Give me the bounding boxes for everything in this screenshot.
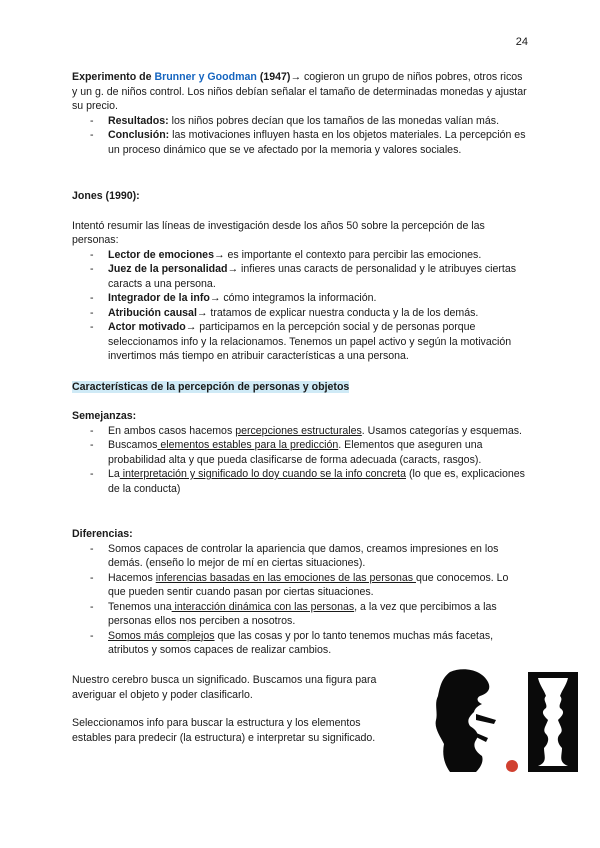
experiment-intro <box>72 70 527 114</box>
list-item <box>72 291 527 306</box>
item-text: (lo que es, explicaciones de la conducta) <box>108 468 525 495</box>
figure-hand <box>474 732 488 742</box>
bullet-text: → participamos en la percepción social y de personas porque seleccionamos info y la relacionamos. Tenemos un papel activo y según la motivación invertimos más tiempo en atribuir características a una persona. <box>108 321 512 362</box>
item-text: La <box>108 468 120 480</box>
item-underlined: interacción dinámica con las personas <box>171 600 355 613</box>
bullet-label: Atribución causal <box>108 306 197 319</box>
semejanzas-list <box>72 424 527 497</box>
diferencias-heading: Diferencias: <box>72 528 133 540</box>
page-number: 24 <box>515 36 528 48</box>
bullet-label: Juez de la personalidad <box>108 263 228 275</box>
bullet-text: → cómo integramos la información. <box>209 292 377 304</box>
list-item <box>72 306 527 321</box>
jones-list <box>72 248 527 364</box>
item-text: Tenemos una <box>108 600 172 613</box>
item-text: En ambos casos hacemos <box>108 424 236 437</box>
list-item <box>72 542 527 571</box>
experiment-year: (1947) <box>259 71 291 83</box>
experiment-title-prefix: Experimento de <box>72 71 152 83</box>
bullet-label: Resultados: <box>108 114 169 127</box>
item-underlined: inferencias basadas en las emociones de las personas <box>155 571 416 584</box>
bullet-text: → tratamos de explicar nuestra conducta y la de los demás. <box>196 306 479 319</box>
figure-saxophone <box>476 714 496 724</box>
experiment-intro-text: → cogieron un grupo de niños pobres, otros ricos y un g. de niños control. Los niños debían señalar el tamaño de determinadas monedas y ajustar su precio. <box>72 71 527 112</box>
bullet-label: Lector de emociones <box>108 248 214 261</box>
experiment-section <box>72 70 527 157</box>
figure-badge <box>506 760 518 772</box>
bullet-text: → infieres unas caracts de personalidad y le atribuyes ciertas caracts a una persona. <box>108 263 517 290</box>
item-underlined: elementos estables para la predicción <box>157 439 339 451</box>
item-text: . Elementos que aseguren una probabilidad alta y que pueda clasificarse de forma adecuada (caracts, rasgos). <box>108 439 483 466</box>
semejanzas-section <box>72 409 527 496</box>
item-underlined: percepciones estructurales <box>235 424 362 437</box>
list-item <box>72 262 527 291</box>
item-text: Somos capaces de controlar la apariencia que damos, creamos impresiones en los demás. (enseño lo mejor de mí en ciertas situaciones). <box>108 542 499 569</box>
experiment-list <box>72 114 527 158</box>
item-text: , a la vez que percibimos a las personas ellos nos perciben a nosotros. <box>108 600 497 627</box>
diferencias-list <box>72 542 527 658</box>
item-underlined: interpretación y significado lo doy cuando se la info concreta <box>119 468 406 480</box>
item-text: Hacemos <box>108 571 156 584</box>
list-item <box>72 248 527 263</box>
list-item <box>72 467 527 496</box>
bullet-text: → es importante el contexto para percibir las emociones. <box>213 248 482 261</box>
jones-heading-text: Jones (1990): <box>72 190 140 202</box>
saxophonist-illusion-figure <box>430 668 520 778</box>
list-item <box>72 424 527 439</box>
item-text: . Usamos categorías y esquemas. <box>361 424 522 437</box>
bullet-label: Actor motivado <box>108 321 186 333</box>
diferencias-section <box>72 527 527 658</box>
closing-paragraph: Nuestro cerebro busca un significado. Buscamos una figura para averiguar el objeto y poder clasificarlo. <box>72 674 377 701</box>
authors-link[interactable]: Brunner y Goodman <box>154 71 257 83</box>
list-item <box>72 128 527 157</box>
bullet-text: los niños pobres decían que los tamaños de las monedas valían más. <box>168 114 500 127</box>
section-title-text: Características de la percepción de personas y objetos <box>72 381 350 393</box>
jones-intro: Intentó resumir las líneas de investigación desde los años 50 sobre la percepción de las personas: <box>72 219 485 246</box>
rubin-vase-figure <box>528 672 578 772</box>
list-item <box>72 114 527 129</box>
bullet-label: Conclusión: <box>108 129 170 141</box>
list-item <box>72 629 527 658</box>
item-text: Buscamos <box>108 439 158 451</box>
semejanzas-heading: Semejanzas: <box>72 410 137 422</box>
list-item <box>72 320 527 364</box>
list-item <box>72 438 527 467</box>
bullet-label: Integrador de la info <box>108 292 210 304</box>
jones-section <box>72 189 527 364</box>
item-text: que conocemos. Lo que pueden sentir cuando pasan por ciertas situaciones. <box>108 571 509 598</box>
list-item <box>72 600 527 629</box>
closing-paragraph: Seleccionamos info para buscar la estructura y los elementos estables para predecir (la estructura) e interpretar su significado. <box>72 717 376 744</box>
section-title <box>72 380 527 395</box>
item-underlined: Somos más complejos <box>108 629 215 642</box>
closing-section <box>72 673 402 745</box>
item-text: que las cosas y por lo tanto tenemos muchas más facetas, atributos y somos capaces de realizar cambios. <box>108 629 494 656</box>
jones-heading <box>72 189 527 204</box>
list-item <box>72 571 527 600</box>
bullet-text: las motivaciones influyen hasta en los objetos materiales. La percepción es un proceso dinámico que se ve afectado por la memoria y valores sociales. <box>108 129 526 156</box>
